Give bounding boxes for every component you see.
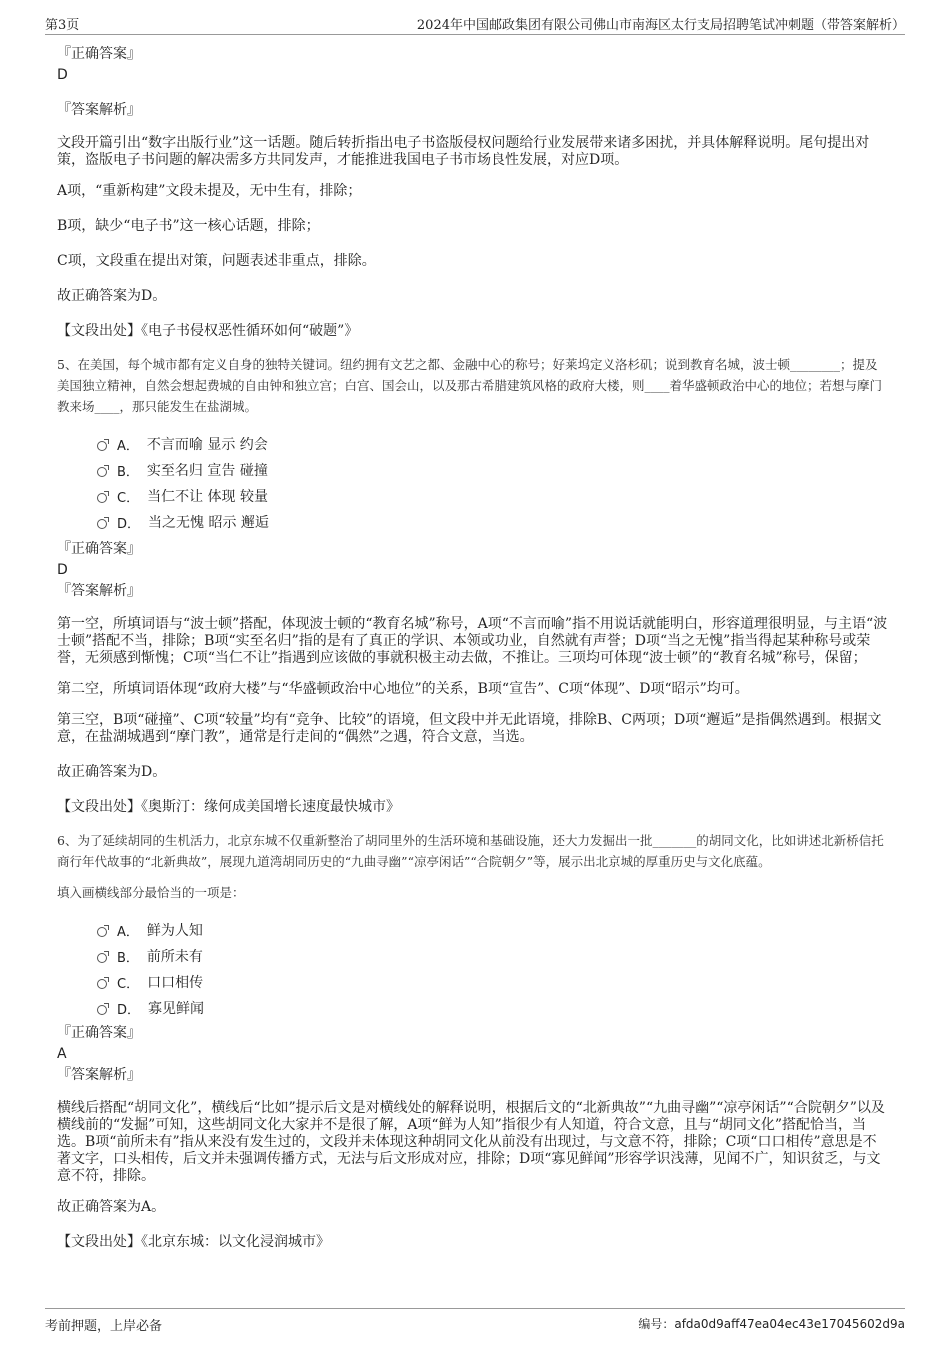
option-text: 前所未有 — [146, 949, 203, 965]
option-text: 当仁不让 体现 较量 — [147, 489, 268, 505]
footer-code — [638, 1315, 905, 1332]
q5-options — [97, 431, 888, 535]
q5-option-a[interactable] — [97, 431, 888, 457]
q6-source: 【文段出处】《北京东城：以文化浸润城市》 — [57, 1234, 330, 1250]
radio-icon[interactable] — [97, 441, 107, 451]
page-header — [45, 12, 905, 35]
radio-icon[interactable] — [97, 979, 107, 989]
q4-answer-label: 『正确答案』 — [57, 46, 141, 62]
option-letter: D． — [117, 1002, 141, 1018]
q5-analysis-paragraph: 第三空，B项“碰撞”、C项“较量”均有“竞争、比较”的语境，但文段中并无此语境，排除B、C两项；D项“邂逅”是指偶然遇到。根据文意，在盐湖城遇到“摩门教”，通常是行走间的“偶然”之遇，符合文意，当选。 — [57, 712, 882, 745]
q4-source: 【文段出处】《电子书侵权恶性循环如何“破题”》 — [57, 323, 359, 339]
option-text: 鲜为人知 — [146, 923, 203, 939]
q5-option-d[interactable] — [97, 509, 888, 535]
q5-answer-label: 『正确答案』 — [57, 541, 141, 557]
q6-options — [97, 917, 888, 1021]
radio-icon[interactable] — [97, 1005, 107, 1015]
q4-analysis-label: 『答案解析』 — [57, 102, 141, 118]
option-letter: C． — [117, 490, 140, 506]
footer-code-label: 编号： — [638, 1317, 675, 1331]
option-text: 不言而喻 显示 约会 — [146, 437, 268, 453]
document-title: 2024年中国邮政集团有限公司佛山市南海区太行支局招聘笔试冲刺题（带答案解析） — [416, 18, 905, 33]
q6-answer: A — [57, 1046, 67, 1062]
q5-conclusion: 故正确答案为D。 — [57, 764, 167, 780]
option-letter: B． — [117, 950, 139, 966]
q6-option-a[interactable] — [97, 917, 888, 943]
option-letter: B． — [117, 464, 139, 480]
q6-conclusion: 故正确答案为A。 — [57, 1199, 166, 1215]
footer-code-value: afda0d9aff47ea04ec43e17045602d9a — [674, 1317, 905, 1331]
q6-prompt: 填入画横线部分最恰当的一项是： — [57, 885, 245, 900]
q6-option-d[interactable] — [97, 995, 888, 1021]
radio-icon[interactable] — [97, 519, 107, 529]
radio-icon[interactable] — [97, 493, 107, 503]
q5-answer: D — [57, 562, 68, 578]
radio-icon[interactable] — [97, 467, 107, 477]
q5-source: 【文段出处】《奥斯汀：缘何成美国增长速度最快城市》 — [57, 799, 400, 815]
option-text: 寡见鲜闻 — [148, 1001, 205, 1017]
footer-slogan: 考前押题，上岸必备 — [45, 1319, 163, 1334]
q5-option-b[interactable] — [97, 457, 888, 483]
radio-icon[interactable] — [97, 927, 107, 937]
q6-stem: 6、为了延续胡同的生机活力，北京东城不仅重新整治了胡同里外的生活环境和基础设施，还大力发掘出一批_______的胡同文化，比如讲述北新桥信托商行年代故事的“北新典故”，展现九道湾胡同历史的“九曲寻幽”“凉亭闲话”“合院朝夕”等，展示出北京城的厚重历史与文化底蕴。 — [57, 833, 884, 869]
option-letter: A． — [117, 924, 139, 940]
option-text: 口口相传 — [147, 975, 204, 991]
page-footer — [45, 1308, 905, 1334]
q5-option-c[interactable] — [97, 483, 888, 509]
q6-answer-label: 『正确答案』 — [57, 1025, 141, 1041]
q6-analysis-label: 『答案解析』 — [57, 1067, 141, 1083]
q6-option-b[interactable] — [97, 943, 888, 969]
option-text: 当之无愧 昭示 邂逅 — [148, 515, 269, 531]
q4-answer: D — [57, 67, 68, 83]
q5-stem: 5、在美国，每个城市都有定义自身的独特关键词。纽约拥有文艺之都、金融中心的称号；好莱坞定义洛杉矶；说到教育名城，波士顿________；提及美国独立精神，自然会想起费城的自由钟和独立宫；白宫、国会山，以及那古希腊建筑风格的政府大楼，则____着华盛顿政治中心的地位；若想与摩门教来场____，那只能发生在盐湖城。 — [57, 357, 883, 414]
q6-analysis-paragraph: 横线后搭配“胡同文化”，横线后“比如”提示后文是对横线处的解释说明，根据后文的“北新典故”“九曲寻幽”“凉亭闲话”“合院朝夕”以及横线前的“发掘”可知，这些胡同文化大家并不是很了解，A项“鲜为人知”指很少有人知道，符合文意，且与“胡同文化”搭配恰当，当选。B项“前所未有”指从来没有发生过的，文段并未体现这种胡同文化从前没有出现过，与文意不符，排除；C项“口口相传”意思是不著文字，口头相传，后文并未强调传播方式，无法与后文形成对应，排除；D项“寡见鲜闻”形容学识浅薄，见闻不广，知识贫乏，与文意不符，排除。 — [57, 1100, 885, 1184]
option-letter: C． — [117, 976, 140, 992]
q4-analysis-paragraph: 文段开篇引出“数字出版行业”这一话题。随后转折指出电子书盗版侵权问题给行业发展带来诸多困扰，并具体解释说明。尾句提出对策，盗版电子书问题的解决需多方共同发声，才能推进我国电子书市场良性发展，对应D项。 — [57, 135, 870, 168]
q4-analysis-paragraph: A项，“重新构建”文段未提及，无中生有，排除； — [57, 183, 362, 199]
q5-analysis-paragraph: 第二空，所填词语体现“政府大楼”与“华盛顿政治中心地位”的关系，B项“宣告”、C项“体现”、D项“昭示”均可。 — [57, 681, 749, 697]
q4-conclusion: 故正确答案为D。 — [57, 288, 167, 304]
radio-icon[interactable] — [97, 953, 107, 963]
q4-analysis-paragraph: B项，缺少“电子书”这一核心话题，排除； — [57, 218, 320, 234]
option-letter: D． — [117, 516, 141, 532]
option-letter: A． — [117, 438, 139, 454]
q6-option-c[interactable] — [97, 969, 888, 995]
document-content — [57, 46, 888, 1251]
q5-analysis-paragraph: 第一空，所填词语与“波士顿”搭配，体现波士顿的“教育名城”称号，A项“不言而喻”指不用说话就能明白，形容道理很明显，与主语“波士顿”搭配不当，排除；B项“实至名归”指的是有了真正的学识、本领或功业，自然就有声誉；D项“当之无愧”指当得起某种称号或荣誉，无须感到惭愧；C项“当仁不让”指遇到应该做的事就积极主动去做，不推让。三项均可体现“波士顿”的“教育名城”称号，保留； — [57, 616, 888, 666]
option-text: 实至名归 宣告 碰撞 — [146, 463, 268, 479]
q5-analysis-label: 『答案解析』 — [57, 583, 141, 599]
page-number: 第3页 — [45, 18, 80, 33]
q4-analysis-paragraph: C项，文段重在提出对策，问题表述非重点，排除。 — [57, 253, 376, 269]
